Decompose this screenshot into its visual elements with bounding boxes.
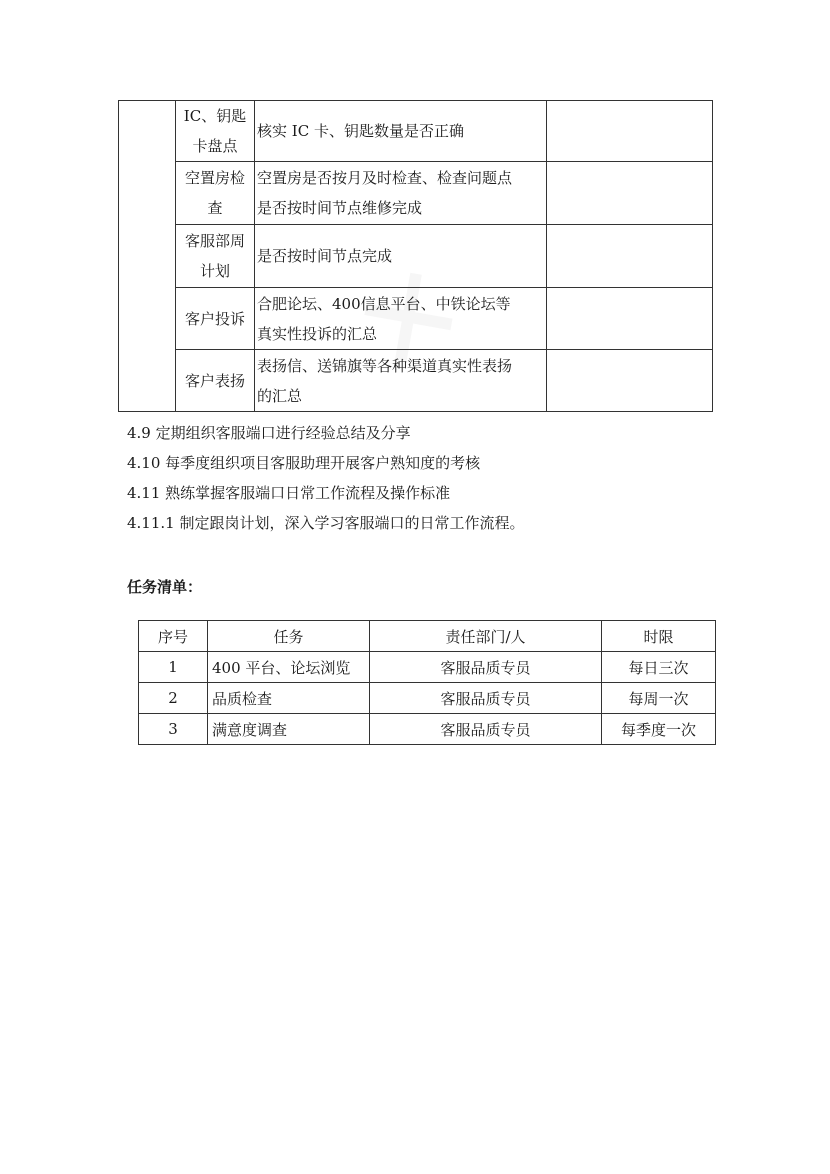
body-paragraphs — [127, 418, 524, 538]
header-task: 任务 — [208, 621, 370, 652]
task-list-heading: 任务清单： — [127, 578, 203, 596]
cell-dept: 客服品质专员 — [370, 714, 602, 745]
item-cell: 客户表扬 — [176, 350, 255, 412]
remark-cell — [547, 162, 713, 225]
header-index: 序号 — [139, 621, 208, 652]
header-dept: 责任部门/人 — [370, 621, 602, 652]
table-header-row — [139, 621, 716, 652]
content-cell: 核实 IC 卡、钥匙数量是否正确 — [255, 101, 547, 162]
table-row — [139, 714, 716, 745]
remark-cell — [547, 288, 713, 350]
table-row — [139, 652, 716, 683]
content-cell: 合肥论坛、400信息平台、中铁论坛等 真实性投诉的汇总 — [255, 288, 547, 350]
cell-task: 满意度调查 — [208, 714, 370, 745]
content-cell: 表扬信、送锦旗等各种渠道真实性表扬 的汇总 — [255, 350, 547, 412]
remark-cell — [547, 225, 713, 288]
table-row — [119, 162, 713, 225]
remark-cell — [547, 101, 713, 162]
header-deadline: 时限 — [602, 621, 716, 652]
task-table — [138, 620, 716, 745]
check-table — [118, 100, 713, 412]
cell-index: 3 — [139, 714, 208, 745]
table-row — [119, 101, 713, 162]
cell-dept: 客服品质专员 — [370, 652, 602, 683]
item-cell: IC、钥匙 卡盘点 — [176, 101, 255, 162]
table-row — [119, 225, 713, 288]
cell-index: 1 — [139, 652, 208, 683]
remark-cell — [547, 350, 713, 412]
paragraph: 4.11 熟练掌握客服端口日常工作流程及操作标准 — [127, 484, 451, 502]
table-row — [119, 350, 713, 412]
table-row — [119, 288, 713, 350]
paragraph: 4.9 定期组织客服端口进行经验总结及分享 — [127, 424, 411, 442]
content-cell: 空置房是否按月及时检查、检查问题点 是否按时间节点维修完成 — [255, 162, 547, 225]
cell-deadline: 每季度一次 — [602, 714, 716, 745]
cell-index: 2 — [139, 683, 208, 714]
content-cell: 是否按时间节点完成 — [255, 225, 547, 288]
item-cell: 客户投诉 — [176, 288, 255, 350]
cell-dept: 客服品质专员 — [370, 683, 602, 714]
paragraph: 4.11.1 制定跟岗计划，深入学习客服端口的日常工作流程。 — [127, 514, 525, 532]
item-cell: 空置房检 查 — [176, 162, 255, 225]
cell-task: 400 平台、论坛浏览 — [208, 652, 370, 683]
paragraph: 4.10 每季度组织项目客服助理开展客户熟知度的考核 — [127, 454, 481, 472]
cell-deadline: 每周一次 — [602, 683, 716, 714]
cell-deadline: 每日三次 — [602, 652, 716, 683]
table-row — [139, 683, 716, 714]
category-cell — [119, 101, 176, 412]
item-cell: 客服部周 计划 — [176, 225, 255, 288]
cell-task: 品质检查 — [208, 683, 370, 714]
